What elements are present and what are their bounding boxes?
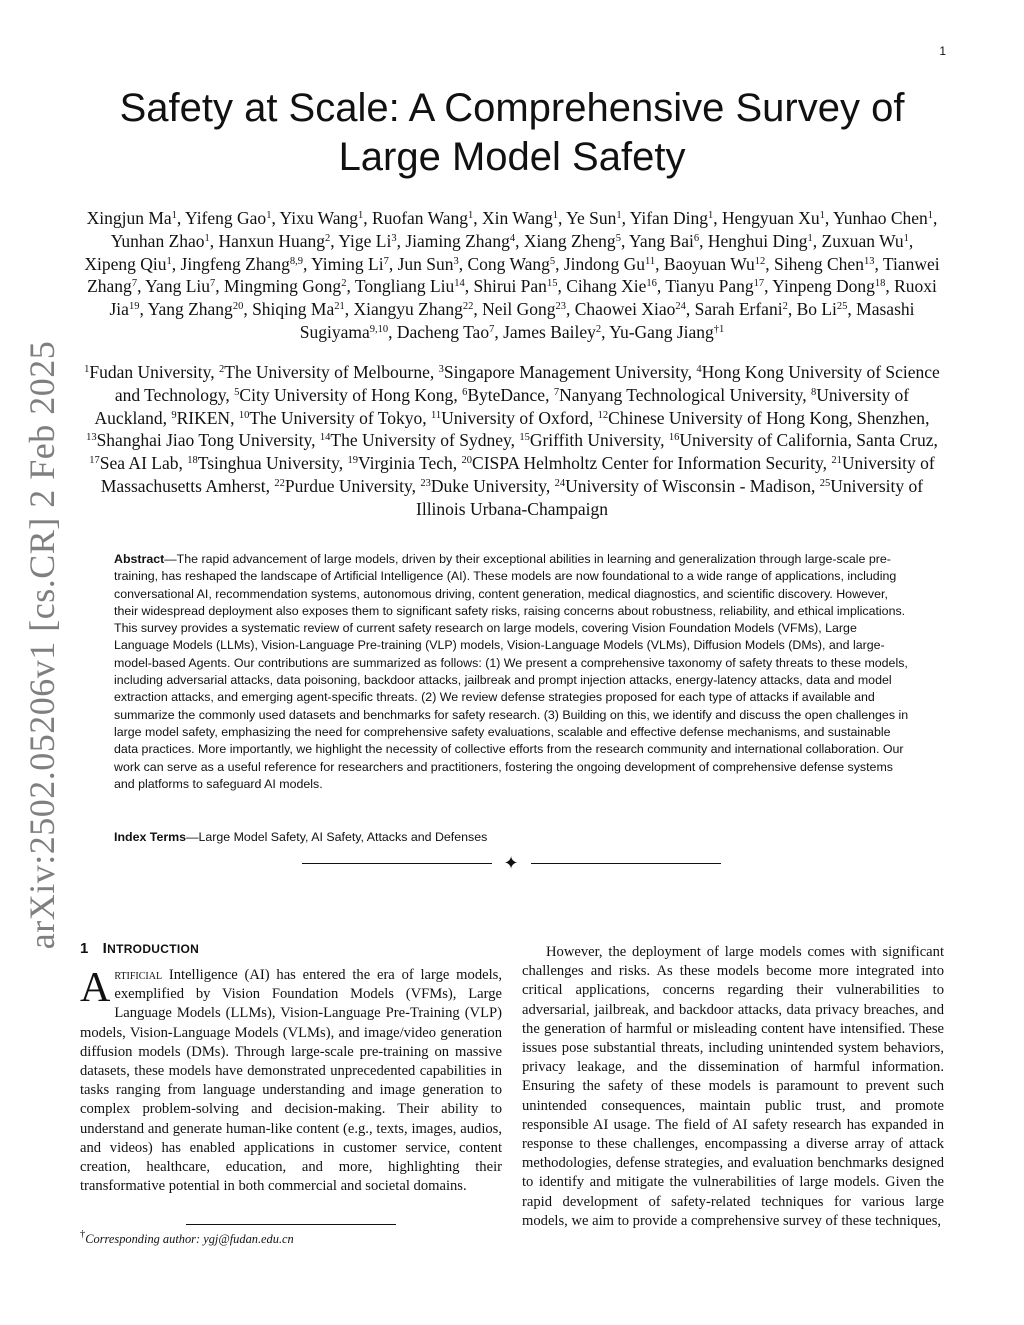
author — [566, 208, 622, 228]
affiliation-name: The University of Tokyo — [249, 407, 423, 428]
affiliation-superscript: 22 — [274, 478, 285, 490]
affiliation-superscript: 10 — [238, 409, 250, 421]
author-name: Siheng Chen — [774, 253, 864, 274]
author-name: Tongliang Liu — [354, 276, 455, 297]
affiliation — [219, 362, 430, 382]
affiliation-name: University of Oxford — [441, 407, 589, 428]
author-superscript: 1 — [468, 210, 474, 222]
affiliation — [598, 408, 925, 428]
author-superscript: 8,9 — [289, 255, 304, 267]
divider-line-left — [302, 863, 492, 864]
affiliation-superscript: 23 — [420, 478, 431, 490]
footnote — [80, 1229, 294, 1247]
author — [474, 276, 558, 296]
affiliation-superscript: 20 — [461, 455, 473, 467]
affiliation-superscript: 12 — [597, 409, 609, 421]
author-name: Zuxuan Wu — [821, 230, 904, 251]
title-line-1: Safety at Scale: A Comprehensive Survey of — [119, 86, 905, 130]
author — [774, 254, 874, 274]
author — [405, 231, 515, 251]
author-superscript: 7 — [489, 324, 495, 336]
author-superscript: 1 — [903, 233, 909, 245]
author-name: Masashi Sugiyama — [299, 299, 915, 342]
author — [695, 299, 788, 319]
author — [145, 276, 215, 296]
affiliation-superscript: 24 — [554, 478, 566, 490]
author-name: Jingfeng Zhang — [180, 253, 290, 274]
author-name: Mingming Gong — [224, 276, 342, 297]
author-superscript: 7 — [383, 255, 389, 267]
affiliation-name: City University of Hong Kong — [239, 384, 454, 405]
affiliation-superscript: 5 — [234, 387, 240, 399]
affiliation — [239, 408, 422, 428]
affiliation — [86, 430, 311, 450]
affiliation — [462, 385, 545, 405]
author — [311, 254, 389, 274]
affiliation-name: Tsinghua University — [197, 453, 339, 474]
intro-paragraph-2: However, the deployment of large models comes with significant challenges and risks. As these models become more integrated into critical applications, concerns regarding their vulnerabilities to adversarial, jailbreak, and backdoor attacks, data privacy breaches, and the generation of harmful or misleading content have intensified. These issues pose substantial threats, including unintended system behaviors, privacy leakage, and the dissemination of harmful information. Ensuring the safety of these models is paramount to prevent such unintended consequences, maintain public trust, and promote responsible AI usage. The field of AI safety research has expanded in response to these challenges, encompassing a diverse array of attack methodologies, defense strategies, and evaluation benchmarks designed to identify and mitigate the vulnerabilities of large models. Given the rapid development of safety-related techniques for various large models, we aim to provide a comprehensive survey of these techniques, — [522, 944, 944, 1229]
author-superscript: 1 — [707, 210, 714, 222]
author — [185, 208, 271, 228]
index-terms — [114, 829, 914, 846]
author — [822, 231, 909, 251]
author — [629, 231, 699, 251]
affiliation-superscript: 18 — [187, 455, 198, 467]
author — [482, 299, 566, 319]
affiliation-name: Virginia Tech — [358, 453, 453, 474]
affiliation-superscript: 1 — [84, 364, 90, 376]
author — [524, 231, 621, 251]
affiliation-superscript: 11 — [431, 409, 442, 421]
affiliation-name: The University of Melbourne — [224, 362, 430, 382]
affiliation-superscript: 14 — [319, 432, 331, 444]
author-superscript: 22 — [462, 301, 474, 313]
affiliation-name: Duke University — [430, 475, 546, 496]
author-name: Dacheng Tao — [396, 321, 490, 342]
affiliation — [439, 362, 688, 382]
index-terms-text: —Large Model Safety, AI Safety, Attacks and Defenses — [186, 830, 488, 844]
author-name: Sarah Erfani — [694, 299, 783, 320]
affiliation — [555, 476, 811, 496]
affiliation — [348, 453, 453, 473]
affiliation-name: Griffith University — [529, 430, 661, 451]
author — [566, 276, 657, 296]
affiliation-superscript: 16 — [668, 432, 680, 444]
affiliation — [171, 408, 230, 428]
author — [772, 276, 885, 296]
author — [797, 299, 848, 319]
author-superscript: 2 — [595, 324, 602, 336]
author — [372, 208, 473, 228]
section-heading — [80, 940, 199, 957]
author-name: Chaowei Xiao — [574, 299, 676, 320]
author — [111, 231, 210, 251]
author-name: Bo Li — [796, 299, 837, 320]
author-superscript: 23 — [555, 301, 566, 313]
affiliation-superscript: 2 — [219, 364, 225, 376]
author-name: Jiaming Zhang — [405, 230, 510, 251]
affiliation — [320, 430, 511, 450]
paper-title — [80, 84, 944, 182]
affiliation — [420, 476, 546, 496]
author-name: Xiang Zheng — [523, 230, 616, 251]
affiliation — [84, 362, 210, 382]
author-superscript: 17 — [753, 278, 765, 290]
author — [84, 254, 171, 274]
author-superscript: 25 — [836, 301, 848, 313]
section-divider — [0, 852, 1024, 876]
affiliation-name: University of California, Santa Cruz — [679, 430, 934, 451]
abstract-text: —The rapid advancement of large models, driven by their exceptional abilities in learning and generalization through large-scale pre-training, has reshaped the landscape of Artificial Intelligence (AI). These models are now foundational to a wide range of applications, including conversational AI, recommendation systems, autonomous driving, content generation, medical diagnostics, and scientific discovery. However, their widespread deployment also exposes them to significant safety risks, raising concerns about robustness, reliability, and ethical implications. This survey provides a systematic review of current safety research on large models, covering Vision Foundation Models (VFMs), Large Language Models (LLMs), Vision-Language Pre-training (VLP) models, Vision-Language Models (VLMs), Diffusion Models (DMs), and large-model-based Agents. Our contributions are summarized as follows: (1) We present a comprehensive taxonomy of safety threats to these models, including adversarial attacks, data poisoning, backdoor attacks, jailbreak and prompt injection attacks, energy-latency attacks, data and model extraction attacks, and emerging agent-specific threats. (2) We review defense strategies proposed for each type of attacks if available and summarize the commonly used datasets and benchmarks for safety research. (3) Building on this, we identify and discuss the open challenges in large model safety, emphasizing the need for comprehensive safety evaluations, scalable and effective defense mechanisms, and sustainable data practices. More importantly, we highlight the necessity of collective efforts from the research community and international collaboration. Our work can serve as a useful reference for researchers and practitioners, fostering the ongoing development of comprehensive defense systems and platforms to safeguard AI models. — [114, 552, 909, 791]
affiliation-superscript: 25 — [819, 478, 831, 490]
affiliation-name: Nanyang Technological University — [559, 384, 803, 405]
affiliation — [462, 453, 823, 473]
author-superscript: 19 — [128, 301, 140, 313]
author — [467, 254, 555, 274]
author-superscript: 1 — [807, 233, 813, 245]
author — [148, 299, 244, 319]
section-title-rest: NTRODUCTION — [107, 942, 200, 956]
author-superscript: 3 — [453, 255, 459, 267]
affiliation-name: Shanghai Jiao Tong University — [96, 430, 312, 451]
author — [664, 254, 765, 274]
author — [630, 208, 714, 228]
author-superscript: 2 — [782, 301, 788, 313]
author-superscript: 15 — [546, 278, 558, 290]
author-superscript: 1 — [819, 210, 825, 222]
title-line-2: Large Model Safety — [338, 135, 686, 179]
affiliation — [274, 476, 411, 496]
affiliation-superscript: 9 — [171, 409, 177, 421]
author-superscript: 5 — [615, 233, 621, 245]
author-superscript: 1 — [552, 210, 558, 222]
affiliation-name: CISPA Helmholtz Center for Information Security — [472, 453, 823, 474]
author-name: James Bailey — [503, 321, 596, 342]
author-superscript: 1 — [166, 255, 172, 267]
author — [708, 231, 813, 251]
author-name: Yiming Li — [311, 253, 384, 274]
author-superscript: 4 — [509, 233, 516, 245]
author — [353, 299, 473, 319]
author-superscript: 1 — [616, 210, 622, 222]
right-column — [522, 943, 944, 1231]
section-title-first-letter: I — [102, 940, 108, 957]
intro-paragraph-1 — [80, 966, 502, 1196]
affiliation-superscript: 13 — [86, 432, 97, 444]
intro-lead-word: rtificial — [114, 967, 163, 983]
author-superscript: 7 — [210, 278, 216, 290]
author-name: Xipeng Qiu — [84, 253, 167, 274]
left-column — [80, 966, 502, 1196]
affiliation-superscript: 19 — [347, 455, 359, 467]
author-name: Shirui Pan — [473, 276, 547, 297]
author-name: Yifan Ding — [629, 208, 708, 228]
author — [482, 208, 558, 228]
author — [252, 299, 345, 319]
author — [280, 208, 364, 228]
author-name: Xiangyu Zhang — [353, 299, 463, 320]
author-name: Baoyuan Wu — [663, 253, 755, 274]
affiliation-name: Sea AI Lab — [99, 453, 179, 474]
footnote-rule — [186, 1224, 396, 1225]
author-superscript: †1 — [713, 324, 725, 336]
author-name: Neil Gong — [482, 299, 556, 320]
affiliation-name: University of Wisconsin - Madison — [565, 475, 812, 496]
author-name: Ruofan Wang — [372, 208, 468, 228]
author — [665, 276, 764, 296]
author-superscript: 16 — [646, 278, 657, 290]
affiliation-superscript: 17 — [89, 455, 100, 467]
author-name: Hengyuan Xu — [721, 208, 820, 228]
affiliation-name: ByteDance — [467, 384, 546, 405]
author-name: Xingjun Ma — [86, 208, 172, 228]
affiliation-list: $^1$Fudan University, $^2$The University of Melbourne, $^3$Singapore Management University, $^4$Hong Kong University of Science and Technology, $^5$City University of Hong Kong, $^6$ByteDance, $^7$Nanyang Technological University, $^8$University of Auckland, $^9$RIKEN, $^{10}$The University of Tokyo, $^{11}$University of Oxford, $^{12}$Chinese University of Hong Kong, Shenzhen, $^{13}$Shanghai Jiao Tong University, $^{14}$The University of Sydney, $^{15}$Griffith University, $^{16}$University of California, Santa Cruz, $^{17}$Sea AI Lab, $^{18}$Tsinghua University, $^{19}$Virginia Tech, $^{20}$CISPA Helmholtz Center for Information Security, $^{21}$University of Massachusetts Amherst, $^{22}$Purdue University, $^{23}$Duke University, $^{24}$University of Wisconsin - Madison, $^{25}$University of Illinois Urbana-Champaign — [84, 362, 940, 519]
affiliation — [187, 453, 339, 473]
author-name: Shiqing Ma — [252, 299, 335, 320]
author — [609, 322, 724, 342]
author-name: Yu-Gang Jiang — [609, 321, 714, 342]
author-name: Yifeng Gao — [185, 208, 267, 228]
author-name: Xin Wang — [482, 208, 553, 228]
author-name: Yang Zhang — [147, 299, 233, 320]
author-name: Henghui Ding — [707, 230, 808, 251]
author-superscript: 2 — [324, 233, 331, 245]
author-superscript: 5 — [549, 255, 556, 267]
divider-ornament-icon: ✦ — [503, 853, 519, 873]
author-name: Ruoxi Jia — [109, 276, 937, 320]
author — [833, 208, 933, 228]
affiliation — [431, 408, 589, 428]
author-name: Yunhan Zhao — [110, 230, 205, 251]
author-list: Xingjun Ma$^1$, Yifeng Gao$^1$, Yixu Wang$^1$, Ruofan Wang$^1$, Xin Wang$^1$, Ye Sun$^1$, Yifan Ding$^1$, Hengyuan Xu$^1$, Yunhao Chen$^1$, Yunhan Zhao$^1$, Hanxun Huang$^2$, Yige Li$^3$, Jiaming Zhang$^4$, Xiang Zheng$^5$, Yang Bai$^6$, Henghui Ding$^1$, Zuxuan Wu$^1$, Xipeng Qiu$^1$, Jingfeng Zhang$^{8,9}$, Yiming Li$^7$, Jun Sun$^3$, Cong Wang$^5$, Jindong Gu$^{11}$, Baoyuan Wu$^{12}$, Siheng Chen$^{13}$, Tianwei Zhang$^7$, Yang Liu$^7$, Mingming Gong$^2$, Tongliang Liu$^{14}$, Shirui Pan$^{15}$, Cihang Xie$^{16}$, Tianyu Pang$^{17}$, Yinpeng Dong$^{18}$, Ruoxi Jia$^{19}$, Yang Zhang$^{20}$, Shiqing Ma$^{21}$, Xiangyu Zhang$^{22}$, Neil Gong$^{23}$, Chaowei Xiao$^{24}$, Sarah Erfani$^2$, Bo Li$^{25}$, Masashi Sugiyama$^{9,10}$, Dacheng Tao$^7$, James Bailey$^2$, Yu-Gang Jiang$^{\dagger 1}$ — [84, 208, 940, 342]
page-number: 1 — [939, 44, 946, 58]
author-superscript: 3 — [391, 233, 397, 245]
author-name: Yige Li — [338, 230, 392, 251]
affiliation-name: The University of Sydney — [330, 430, 511, 451]
author — [564, 254, 655, 274]
affiliation-name: Singapore Management University — [443, 362, 688, 382]
author-superscript: 1 — [358, 210, 364, 222]
author — [503, 322, 601, 342]
affiliation-name: Purdue University — [284, 475, 412, 496]
affiliation-name: Fudan University — [89, 362, 211, 382]
author-superscript: 6 — [693, 233, 700, 245]
author-name: Yang Bai — [629, 230, 694, 251]
author-name: Ye Sun — [566, 208, 617, 228]
affiliation-superscript: 15 — [519, 432, 530, 444]
author-superscript: 7 — [131, 278, 138, 290]
author-name: Jun Sun — [397, 253, 454, 274]
affiliation — [234, 385, 453, 405]
author — [398, 254, 459, 274]
affiliation — [89, 453, 178, 473]
affiliation-name: University of Massachusetts Amherst — [100, 453, 935, 496]
author — [722, 208, 825, 228]
affiliation-superscript: 21 — [831, 455, 842, 467]
author-name: Yinpeng Dong — [772, 276, 875, 297]
affiliation — [554, 385, 802, 405]
author-name: Hanxun Huang — [218, 230, 325, 251]
author-superscript: 24 — [675, 301, 686, 313]
author-superscript: 20 — [232, 301, 244, 313]
affiliation-name: Chinese University of Hong Kong, Shenzhen — [608, 407, 926, 428]
affiliation — [669, 430, 934, 450]
affiliation-superscript: 4 — [696, 364, 702, 376]
author — [87, 208, 177, 228]
author — [397, 322, 494, 342]
affiliation-name: Hong Kong University of Science and Technology — [114, 362, 940, 405]
affiliation-name: University of Auckland — [94, 384, 910, 428]
drop-cap: A — [80, 965, 111, 1011]
affiliation-superscript: 6 — [462, 387, 468, 399]
affiliation-name: RIKEN — [176, 407, 231, 428]
author-superscript: 1 — [266, 210, 272, 222]
affiliation-name: University of Illinois Urbana-Champaign — [416, 475, 924, 519]
author-superscript: 2 — [341, 278, 347, 290]
author-superscript: 14 — [454, 278, 465, 290]
author-superscript: 1 — [171, 210, 177, 222]
author — [224, 276, 346, 296]
author-superscript: 1 — [204, 233, 210, 245]
author — [355, 276, 465, 296]
section-number: 1 — [80, 940, 89, 957]
affiliation — [519, 430, 660, 450]
author-name: Jindong Gu — [563, 253, 646, 274]
intro-left-text: Intelligence (AI) has entered the era of large models, exemplified by Vision Foundation Models (VFMs), Large Language Models (LLMs), Vision-Language Pre-Training (VLP) models, Vision-Language Models (VLMs), and image/video generation diffusion models (DMs). Through large-scale pre-training on massive datasets, these models have demonstrated unprecedented capabilities in tasks ranging from language understanding and image generation to complex problem-solving and decision-making. Their ability to understand and generate human-like content (e.g., texts, images, audios, and videos) has enabled applications in customer service, content creation, healthcare, education, and more, highlighting their transformative potential in both commercial and societal domains. — [80, 967, 502, 1195]
author-superscript: 9,10 — [369, 324, 389, 336]
affiliation-superscript: 3 — [438, 364, 444, 376]
author-superscript: 12 — [754, 255, 766, 267]
affiliation-superscript: 8 — [811, 387, 817, 399]
author-superscript: 21 — [334, 301, 345, 313]
footnote-mark: † — [80, 1229, 86, 1241]
affiliation-superscript: 7 — [553, 387, 560, 399]
author-superscript: 13 — [863, 255, 875, 267]
author — [219, 231, 331, 251]
divider-line-right — [531, 863, 721, 864]
author-superscript: 1 — [927, 210, 934, 222]
author-name: Yang Liu — [145, 276, 211, 297]
author-name: Cong Wang — [467, 253, 550, 274]
footnote-text: Corresponding author: ygj@fudan.edu.cn — [85, 1232, 294, 1246]
author-name: Tianyu Pang — [665, 276, 754, 297]
author-name: Yixu Wang — [279, 208, 359, 228]
index-terms-label: Index Terms — [114, 830, 187, 844]
author — [181, 254, 303, 274]
author — [338, 231, 396, 251]
abstract — [114, 551, 914, 793]
author-superscript: 18 — [874, 278, 886, 290]
author-name: Yunhao Chen — [833, 208, 928, 228]
author-name: Cihang Xie — [566, 276, 647, 297]
author — [575, 299, 686, 319]
abstract-label: Abstract — [114, 552, 165, 566]
author-name: Tianwei Zhang — [87, 253, 940, 297]
arxiv-identifier-stamp: arXiv:2502.05206v1 [cs.CR] 2 Feb 2025 — [22, 340, 62, 950]
author-superscript: 11 — [645, 255, 656, 267]
